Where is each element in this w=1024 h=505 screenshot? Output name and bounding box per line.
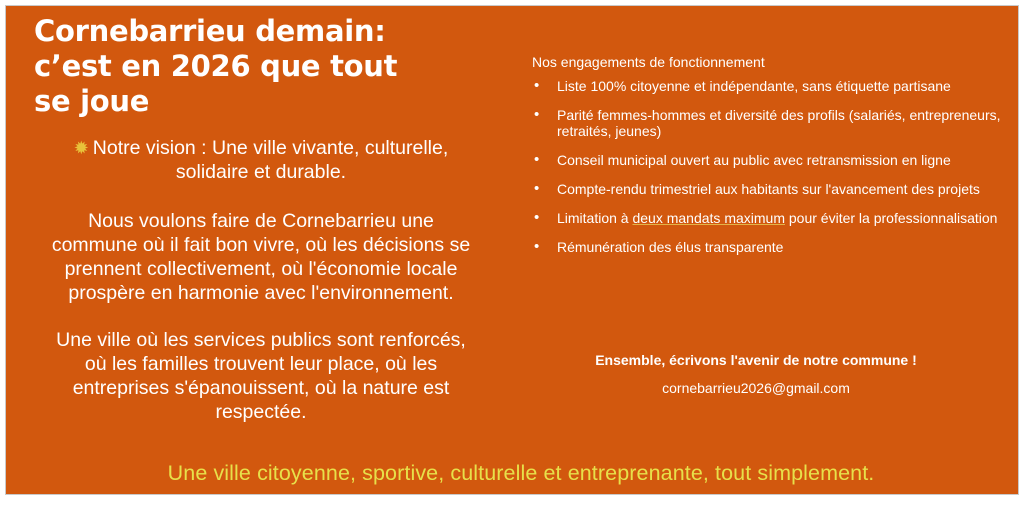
sun-icon: ✹ (73, 138, 89, 158)
paragraph-1-line: prennent collectivement, où l'économie locale (64, 258, 458, 280)
paragraph-2-line: respectée. (215, 401, 307, 423)
page-title (34, 14, 484, 119)
commitments-list (532, 78, 1002, 268)
paragraph-2 (21, 328, 501, 424)
paragraph-1-line: prospère en harmonie avec l'environnement. (68, 282, 454, 304)
title-line-2: c’est en 2026 que tout (34, 49, 398, 83)
title-line-1: Cornebarrieu demain: (34, 14, 386, 48)
list-item (532, 210, 1002, 226)
list-item-text: pour éviter la professionnalisation (785, 210, 998, 226)
list-item: • Compte-rendu trimestriel aux habitants sur l'avancement des projets (532, 181, 1002, 197)
list-item: • Rémunération des élus transparente (532, 239, 1002, 255)
underlined-text: deux mandats maximum (632, 210, 785, 226)
paragraph-1-line: Nous voulons faire de Cornebarrieu une (88, 210, 434, 232)
vision-line-1: Notre vision : Une ville vivante, culturelle, (92, 137, 449, 159)
vision-statement (26, 136, 496, 184)
contact-email[interactable]: cornebarrieu2026@gmail.com (662, 380, 850, 396)
closing-statement: Ensemble, écrivons l'avenir de notre commune ! (595, 352, 917, 368)
title-line-3: se joue (34, 84, 150, 118)
paragraph-2-line: entreprises s'épanouissent, où la nature est (72, 377, 450, 399)
list-item: • Parité femmes-hommes et diversité des profils (salariés, entrepreneurs, retraités, jeunes) (532, 107, 1002, 139)
commitments-heading: Nos engagements de fonctionnement (532, 54, 765, 70)
campaign-slide (5, 5, 1019, 495)
vision-line-2: solidaire et durable. (175, 161, 347, 183)
tagline: Une ville citoyenne, sportive, culturelle et entreprenante, tout simplement. (167, 461, 875, 485)
paragraph-2-line: Une ville où les services publics sont renforcés, (56, 329, 466, 351)
paragraph-1-line: commune où il fait bon vivre, où les décisions se (51, 234, 471, 256)
list-item: • Liste 100% citoyenne et indépendante, sans étiquette partisane (532, 78, 1002, 94)
paragraph-1 (21, 209, 501, 305)
list-item: • Conseil municipal ouvert au public avec retransmission en ligne (532, 152, 1002, 168)
list-item-text: Limitation à (557, 210, 633, 226)
paragraph-2-line: où les familles trouvent leur place, où les (84, 353, 438, 375)
